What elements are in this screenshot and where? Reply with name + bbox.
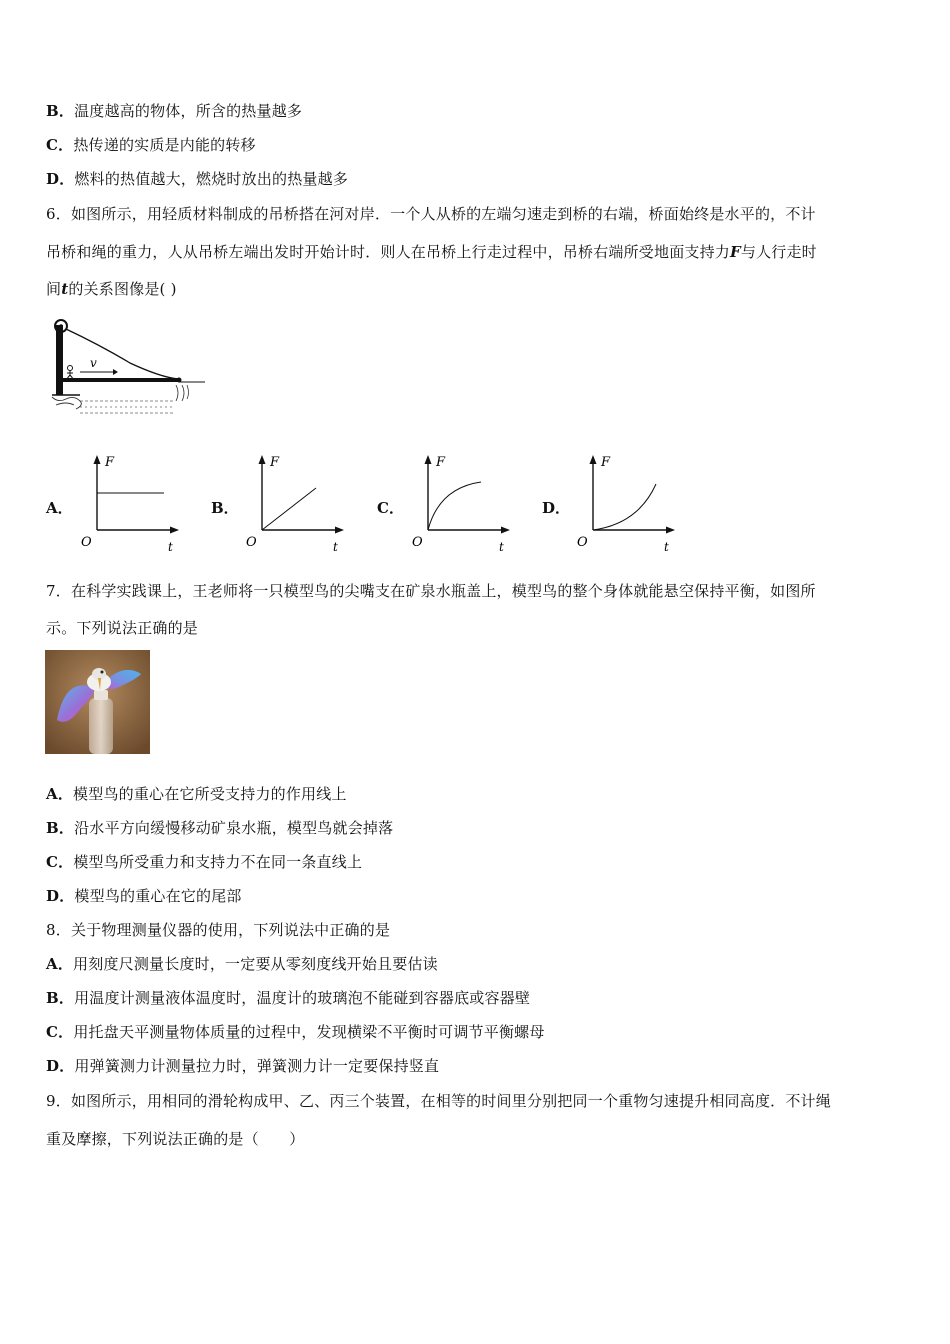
axis-label-t: t <box>168 540 173 554</box>
graph-curve <box>428 482 481 530</box>
q8-option-a: A．用刻度尺测量长度时，一定要从零刻度线开始且要估读 <box>46 955 438 973</box>
q5-option-c: C．热传递的实质是内能的转移 <box>46 136 256 154</box>
q7-text-line1: 7．在科学实践课上，王老师将一只模型鸟的尖嘴支在矿泉水瓶盖上，模型鸟的整个身体就能悬空保持平衡，如图所 <box>46 582 816 600</box>
q9-text-line1: 9．如图所示，用相同的滑轮构成甲、乙、丙三个装置，在相等的时间里分别把同一个重物匀速提升相同高度．不计绳 <box>46 1092 831 1110</box>
drawbridge-figure <box>40 315 210 425</box>
q5-option-d: D．燃料的热值越大，燃烧时放出的热量越多 <box>46 170 349 188</box>
q6-graph-b <box>243 452 353 558</box>
axis-label-f: F <box>270 455 280 470</box>
water-bottle <box>89 698 113 754</box>
axis-label-f: F <box>436 455 446 470</box>
axis-label-f: F <box>105 455 115 470</box>
origin-label: O <box>577 535 588 550</box>
axis-label-t: t <box>499 540 504 554</box>
model-bird-photo <box>45 650 150 754</box>
graph-curve <box>593 484 656 530</box>
q6-text-line3: 间t的关系图像是( ) <box>46 280 177 298</box>
q8-option-d: D．用弹簧测力计测量拉力时，弹簧测力计一定要保持竖直 <box>46 1057 440 1075</box>
axis-label-t: t <box>333 540 338 554</box>
q8-option-b: B．用温度计测量液体温度时，温度计的玻璃泡不能碰到容器底或容器壁 <box>46 989 531 1007</box>
q6-graph-c <box>409 452 519 558</box>
origin-label: O <box>246 535 257 550</box>
q8-option-c: C．用托盘天平测量物体质量的过程中，发现横梁不平衡时可调节平衡螺母 <box>46 1023 545 1041</box>
origin-label: O <box>81 535 92 550</box>
q7-option-c: C．模型鸟所受重力和支持力不在同一条直线上 <box>46 853 363 871</box>
axis-label-t: t <box>664 540 669 554</box>
q7-option-a: A．模型鸟的重心在它所受支持力的作用线上 <box>46 785 347 803</box>
tower-post <box>56 325 63 395</box>
q7-option-b: B．沿水平方向缓慢移动矿泉水瓶，模型鸟就会掉落 <box>46 819 394 837</box>
left-bank <box>52 397 81 409</box>
q9-text-line2: 重及摩擦，下列说法正确的是（ ） <box>46 1130 305 1148</box>
q6-text-line1: 6．如图所示，用轻质材料制成的吊桥搭在河对岸．一个人从桥的左端匀速走到桥的右端，桥面始终是水平的，不计 <box>46 205 816 223</box>
q6-graph-label-d: D． <box>542 499 571 517</box>
q6-graph-label-a: A． <box>46 499 73 517</box>
q8-text-line1: 8．关于物理测量仪器的使用，下列说法中正确的是 <box>46 921 391 939</box>
velocity-label: v <box>90 356 97 370</box>
axis-label-f: F <box>601 455 611 470</box>
q7-text-line2: 示。下列说法正确的是 <box>46 619 199 637</box>
q6-graph-a <box>78 452 188 558</box>
q7-option-d: D．模型鸟的重心在它的尾部 <box>46 887 242 905</box>
person-figure <box>68 366 73 371</box>
q5-option-b: B．温度越高的物体，所含的热量越多 <box>46 102 303 120</box>
q6-text-line2: 吊桥和绳的重力，人从吊桥左端出发时开始计时．则人在吊桥上行走过程中，吊桥右端所受地面支持力F与人行走时 <box>46 243 817 261</box>
q6-graph-d <box>574 452 684 558</box>
q6-graph-label-c: C． <box>377 499 404 517</box>
origin-label: O <box>412 535 423 550</box>
q6-graph-label-b: B． <box>211 499 239 517</box>
graph-curve <box>262 488 316 530</box>
